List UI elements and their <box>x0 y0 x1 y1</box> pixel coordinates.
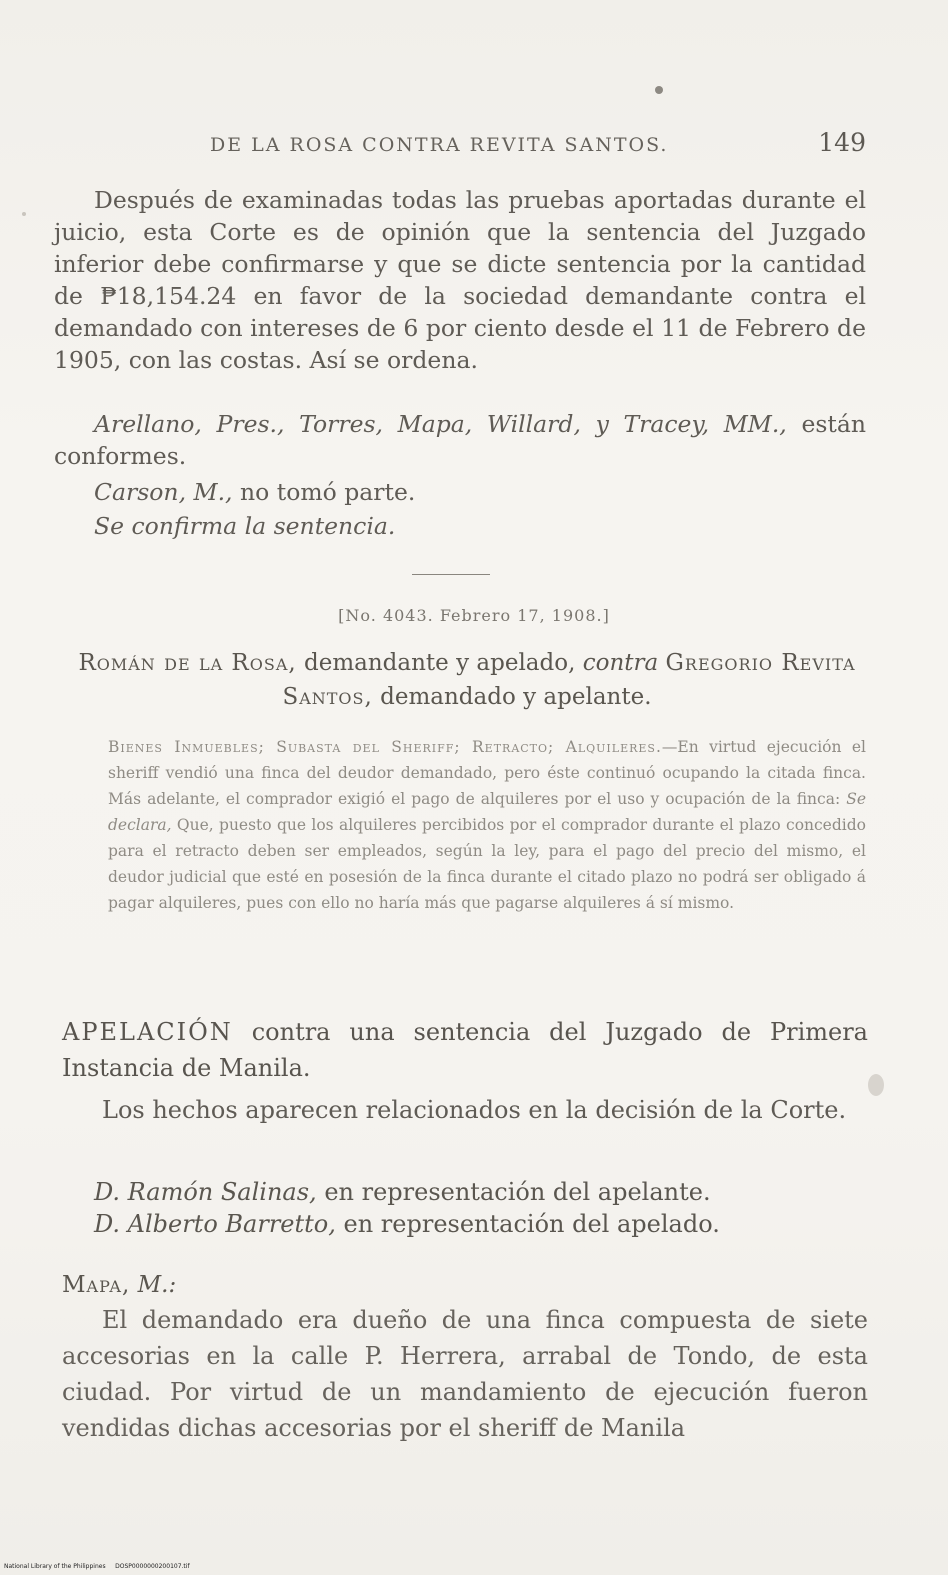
section-divider <box>412 574 490 575</box>
defendant-name: Gregorio Revita Santos, <box>282 650 856 710</box>
dust-speck <box>22 212 26 216</box>
appeal-lead: APELACIÓN <box>62 1018 233 1046</box>
concurring-justices: Arellano, Pres., Torres, Mapa, Willard, y Tracey, MM., <box>94 410 787 438</box>
scan-footer <box>4 1563 190 1570</box>
appellant-counsel-name: D. Ramón Salinas, <box>94 1178 317 1206</box>
opinion-conclusion: Después de examinadas todas las pruebas aportadas durante el juicio, esta Corte es de opinión que la sentencia del Juzgado inferior debe confirmarse y que se dicte sentencia por la cantidad de ₱18,154.24 en favor de la sociedad demandante contra el demandado con intereses de 6 por ciento desde el 11 de Febrero de 1905, con las costas. Así se ordena. <box>54 186 866 374</box>
opinion-author <box>62 1272 176 1298</box>
syllabus-holding: Que, puesto que los alquileres percibidos por el comprador durante el plazo concedido para el retracto deben ser empleados, según la ley, para el pago del precio del mismo, el deudor judicial que esté en posesión de la finca durante el citado plazo no podrá ser obligado á pagar alquileres, pues con ello no haría más que pagarse alquileres á sí mismo. <box>108 816 866 912</box>
plaintiff-name: Román de la Rosa, <box>78 650 297 676</box>
image-id: DOSP0000000200107.tif <box>115 1563 190 1570</box>
not-taking-part <box>94 478 415 506</box>
page-number: 149 <box>818 128 866 157</box>
plaintiff-role: demandante y apelado, <box>304 650 576 676</box>
case-caption <box>62 646 872 714</box>
concurrence <box>54 408 866 472</box>
not-taking-part-text: no tomó parte. <box>240 478 416 506</box>
author-name: Mapa, <box>62 1272 131 1298</box>
counsel-appellant <box>94 1178 711 1206</box>
judgment: Se confirma la sentencia. <box>94 512 396 540</box>
running-header <box>210 128 870 168</box>
author-title: M.: <box>137 1272 177 1298</box>
counsel-appellee <box>94 1210 720 1238</box>
syllabus <box>108 734 866 916</box>
running-title: DE LA ROSA CONTRA REVITA SANTOS. <box>210 134 669 156</box>
appeal-statement <box>62 1014 868 1086</box>
syllabus-topics: Bienes Inmuebles; Subasta del Sheriff; Retracto; Alquileres. <box>108 738 662 756</box>
syllabus-declara: Se declara, <box>108 790 866 834</box>
facts-statement: Los hechos aparecen relacionados en la decisión de la Corte. <box>102 1096 847 1124</box>
case-number: [No. 4043. Febrero 17, 1908.] <box>338 606 610 625</box>
appeal-text: contra una sentencia del Juzgado de Primera Instancia de Manila. <box>62 1018 868 1082</box>
dust-speck <box>655 86 663 94</box>
defendant-role: demandado y apelante. <box>380 684 652 710</box>
non-participating-justice: Carson, M., <box>94 478 233 506</box>
appellee-counsel-role: en representación del apelado. <box>343 1210 720 1238</box>
opinion-text: El demandado era dueño de una finca compuesta de siete accesorias en la calle P. Herrera, arrabal de Tondo, de esta ciudad. Por virtud de un mandamiento de ejecución fueron vendidas dichas accesorias por el sheriff de Manila <box>62 1306 868 1442</box>
contra-word: contra <box>582 650 659 676</box>
appellant-counsel-role: en representación del apelante. <box>324 1178 711 1206</box>
appellee-counsel-name: D. Alberto Barretto, <box>94 1210 336 1238</box>
library-name: National Library of the Philippines <box>4 1563 106 1570</box>
dust-speck <box>868 1074 884 1096</box>
judgment-line <box>94 512 395 540</box>
concurrence-text: están conformes. <box>54 410 866 470</box>
syllabus-facts: —En virtud ejecución el sheriff vendió una finca del deudor demandado, pero éste continuó ocupando la citada finca. Más adelante, el comprador exigió el pago de alquileres por el uso y ocupación de la finca: <box>108 738 866 808</box>
